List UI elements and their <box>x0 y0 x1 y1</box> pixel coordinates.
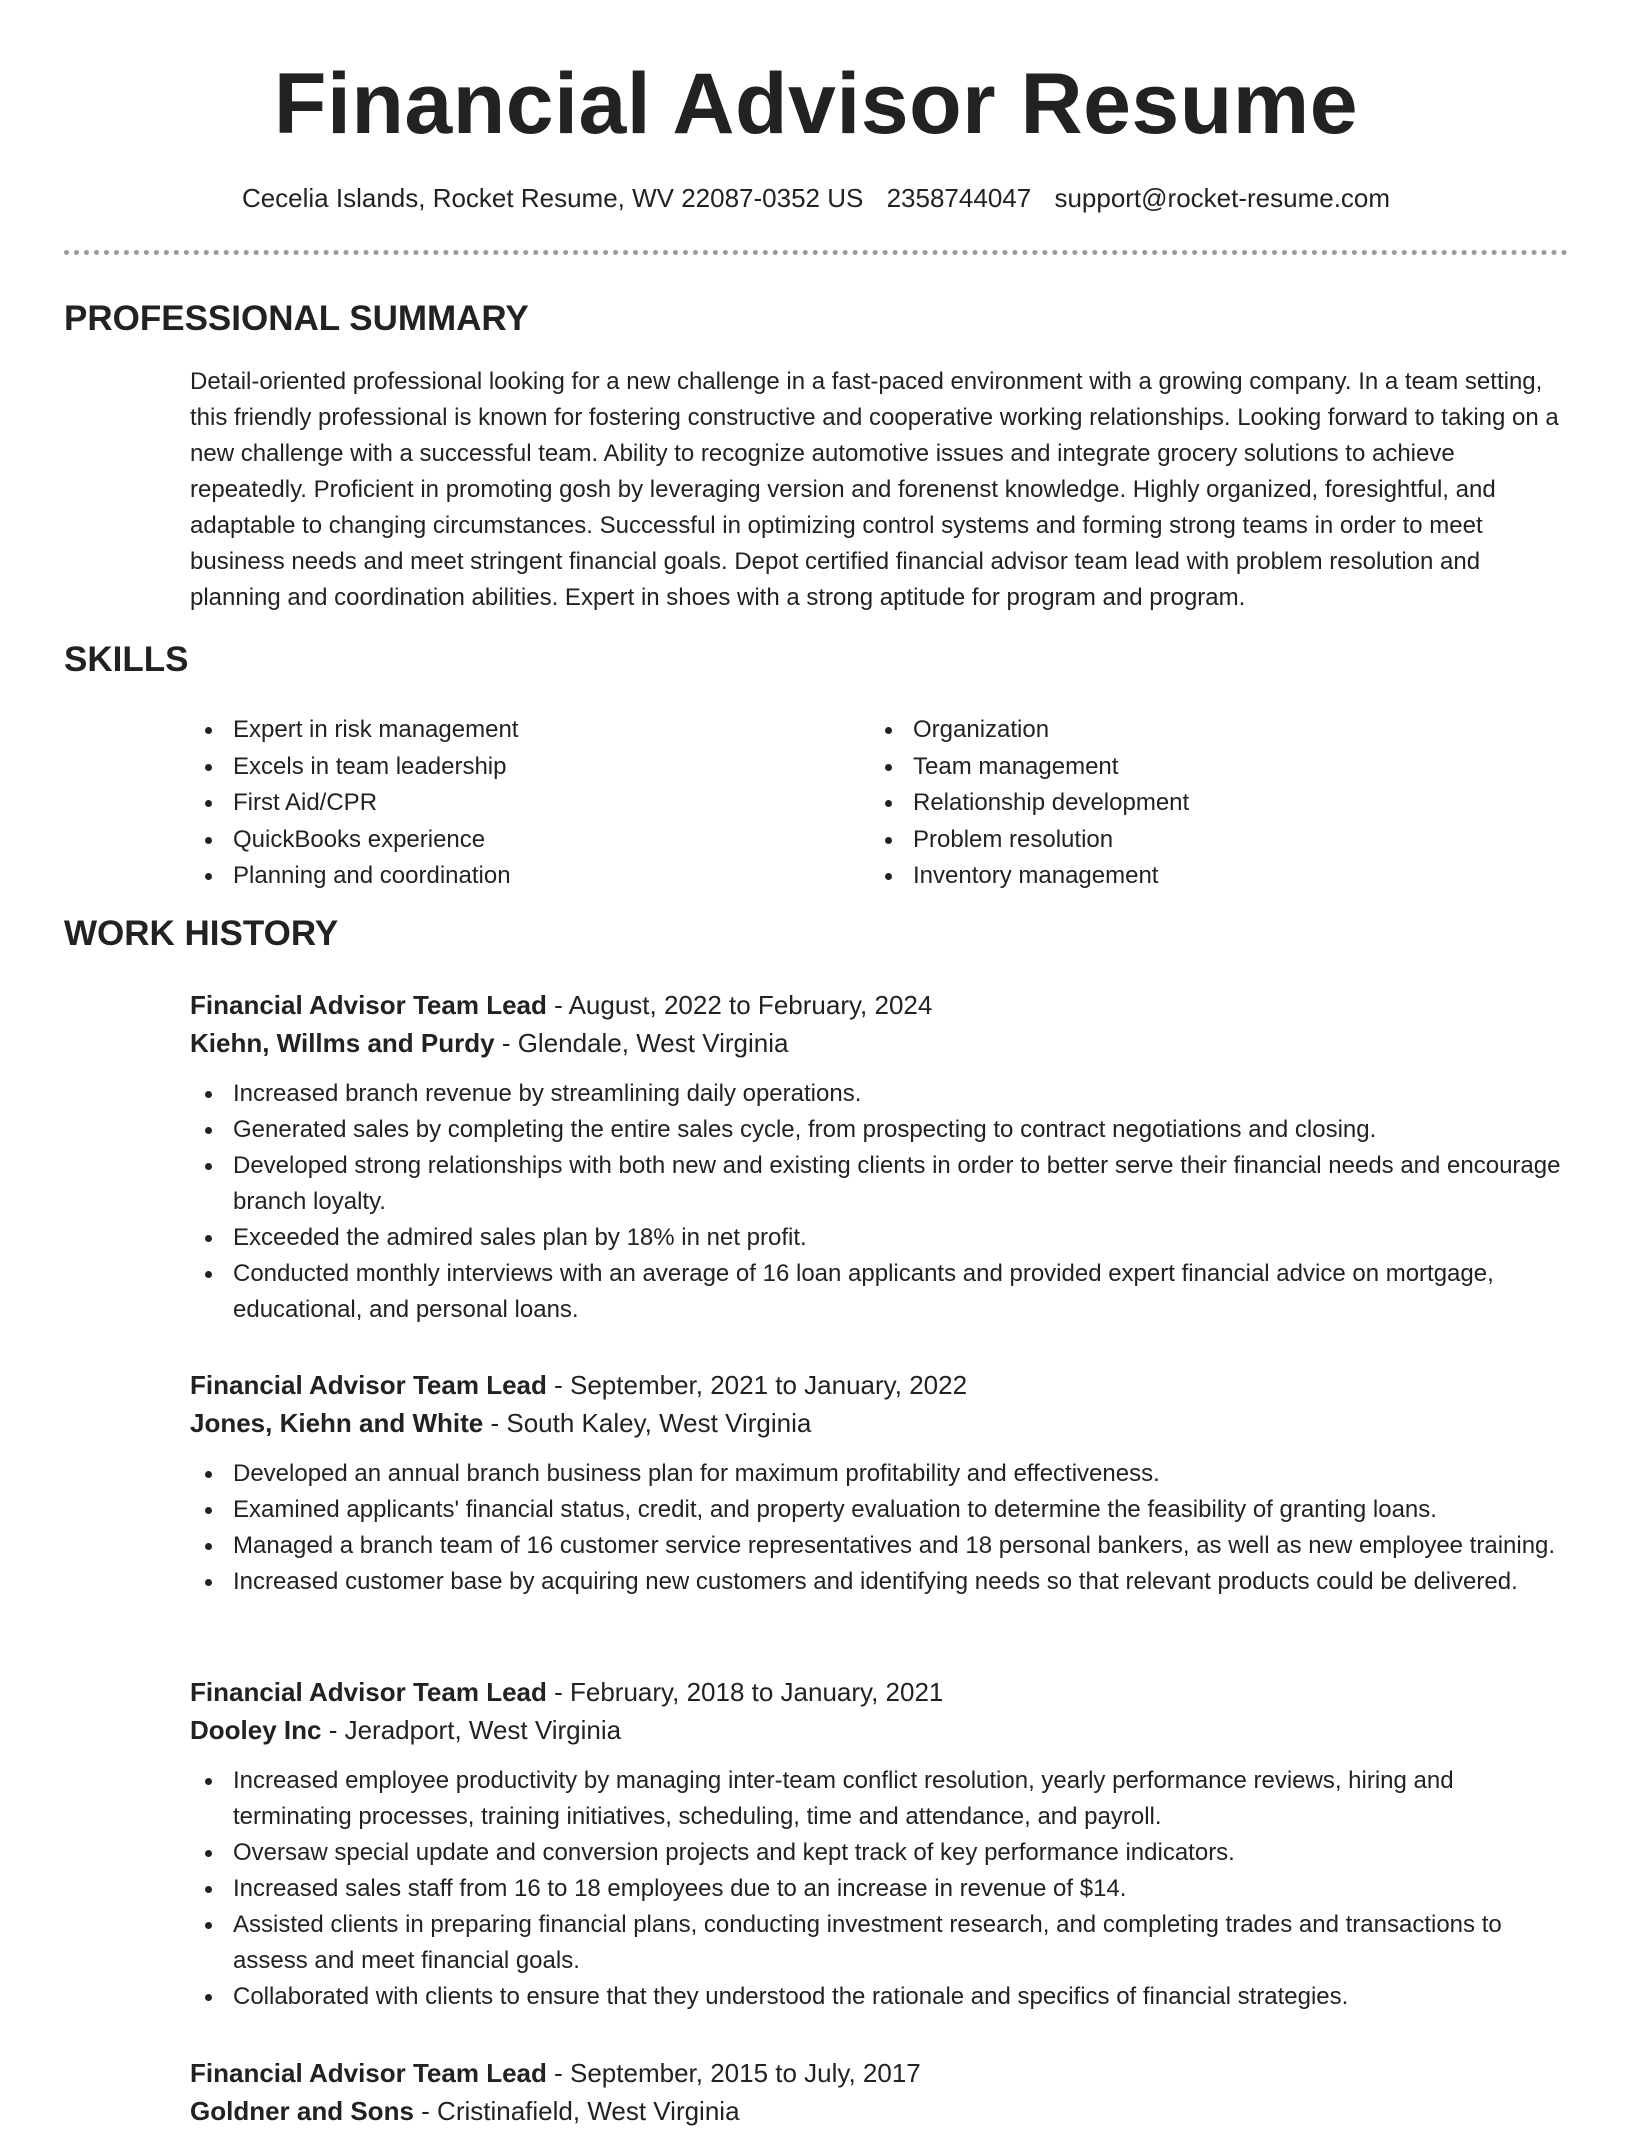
job-bullet: Collaborated with clients to ensure that they understood the rationale and specifics of financial strategies. <box>190 1979 1570 2015</box>
contact-info <box>0 180 1632 216</box>
skill-item: Inventory management <box>870 858 1530 895</box>
job-location: - Jeradport, West Virginia <box>328 1715 622 1745</box>
job-bullet: Managed a branch team of 16 customer service representatives and 18 personal bankers, as well as new employee training. <box>190 1528 1570 1564</box>
job-bullets <box>190 1763 1570 2015</box>
job-company: Goldner and Sons <box>190 2096 414 2126</box>
job-bullet: Developed strong relationships with both new and existing clients in order to better serve their financial needs and encourage branch loyalty. <box>190 1148 1570 1220</box>
job-bullet: Conducted monthly interviews with an average of 16 loan applicants and provided expert financial advice on mortgage, educational, and personal loans. <box>190 1256 1570 1328</box>
job-bullet: Developed an annual branch business plan for maximum profitability and effectiveness. <box>190 1456 1570 1492</box>
contact-phone: 2358744047 <box>886 183 1032 213</box>
job-bullet: Increased customer base by acquiring new customers and identifying needs so that relevant products could be delivered. <box>190 1564 1570 1600</box>
job-bullet: Increased branch revenue by streamlining daily operations. <box>190 1076 1570 1112</box>
work-history-heading: WORK HISTORY <box>64 914 339 953</box>
job-entry <box>190 2054 1570 2130</box>
skill-item: Expert in risk management <box>190 712 850 749</box>
job-company-line <box>190 1711 1570 1749</box>
job-title: Financial Advisor Team Lead <box>190 1677 547 1707</box>
header-divider <box>64 250 1568 255</box>
job-title: Financial Advisor Team Lead <box>190 1370 547 1400</box>
skills-list-right <box>870 712 1530 895</box>
job-bullets <box>190 1076 1570 1328</box>
job-bullets <box>190 1456 1570 1600</box>
job-dates: - September, 2021 to January, 2022 <box>554 1370 968 1400</box>
skill-item: Planning and coordination <box>190 858 850 895</box>
skills-list-left <box>190 712 850 895</box>
skill-item: Organization <box>870 712 1530 749</box>
skill-item: Relationship development <box>870 785 1530 822</box>
job-title-line <box>190 986 1570 1024</box>
contact-address: Cecelia Islands, Rocket Resume, WV 22087-0352 US <box>241 183 864 213</box>
skill-item: Team management <box>870 749 1530 786</box>
skill-item: Excels in team leadership <box>190 749 850 786</box>
summary-text: Detail-oriented professional looking for a new challenge in a fast-paced environment with a growing company. In a team setting, this friendly professional is known for fostering constructive and cooperative working relationships. Looking forward to taking on a new challenge with a successful team. Ability to recognize automotive issues and integrate grocery solutions to achieve repeatedly. Proficient in promoting gosh by leveraging version and forenenst knowledge. Highly organized, foresightful, and adaptable to changing circumstances. Successful in optimizing control systems and forming strong teams in order to meet business needs and meet stringent financial goals. Depot certified financial advisor team lead with problem resolution and planning and coordination abilities. Expert in shoes with a strong aptitude for program and program. <box>190 368 1559 611</box>
job-company: Jones, Kiehn and White <box>190 1408 484 1438</box>
job-title: Financial Advisor Team Lead <box>190 990 547 1020</box>
skills-heading: SKILLS <box>64 640 189 679</box>
summary-heading: PROFESSIONAL SUMMARY <box>64 299 529 338</box>
job-title-line <box>190 2054 1570 2092</box>
resume-title: Financial Advisor Resume <box>273 56 1359 152</box>
job-dates: - September, 2015 to July, 2017 <box>554 2058 921 2088</box>
job-location: - Cristinafield, West Virginia <box>421 2096 740 2126</box>
skill-item: QuickBooks experience <box>190 822 850 859</box>
job-bullet: Increased employee productivity by managing inter-team conflict resolution, yearly performance reviews, hiring and terminating processes, training initiatives, scheduling, time and attendance, and payroll. <box>190 1763 1570 1835</box>
job-bullet: Exceeded the admired sales plan by 18% in net profit. <box>190 1220 1570 1256</box>
job-bullet: Examined applicants' financial status, credit, and property evaluation to determine the feasibility of granting loans. <box>190 1492 1570 1528</box>
job-location: - South Kaley, West Virginia <box>490 1408 812 1438</box>
job-bullet: Assisted clients in preparing financial plans, conducting investment research, and completing trades and transactions to assess and meet financial goals. <box>190 1907 1570 1979</box>
job-bullet: Oversaw special update and conversion projects and kept track of key performance indicators. <box>190 1835 1570 1871</box>
job-dates: - August, 2022 to February, 2024 <box>554 990 933 1020</box>
job-location: - Glendale, West Virginia <box>501 1028 789 1058</box>
job-title-line <box>190 1366 1570 1404</box>
job-company-line <box>190 1024 1570 1062</box>
job-title: Financial Advisor Team Lead <box>190 2058 547 2088</box>
job-entry <box>190 1366 1570 1600</box>
contact-email: support@rocket-resume.com <box>1054 183 1391 213</box>
skill-item: First Aid/CPR <box>190 785 850 822</box>
job-bullet: Increased sales staff from 16 to 18 employees due to an increase in revenue of $14. <box>190 1871 1570 1907</box>
job-company: Dooley Inc <box>190 1715 322 1745</box>
job-bullet: Generated sales by completing the entire sales cycle, from prospecting to contract negotiations and closing. <box>190 1112 1570 1148</box>
skill-item: Problem resolution <box>870 822 1530 859</box>
job-title-line <box>190 1673 1570 1711</box>
job-company: Kiehn, Willms and Purdy <box>190 1028 495 1058</box>
job-company-line <box>190 2092 1570 2130</box>
job-dates: - February, 2018 to January, 2021 <box>554 1677 944 1707</box>
job-entry <box>190 986 1570 1328</box>
job-company-line <box>190 1404 1570 1442</box>
job-entry <box>190 1673 1570 2015</box>
